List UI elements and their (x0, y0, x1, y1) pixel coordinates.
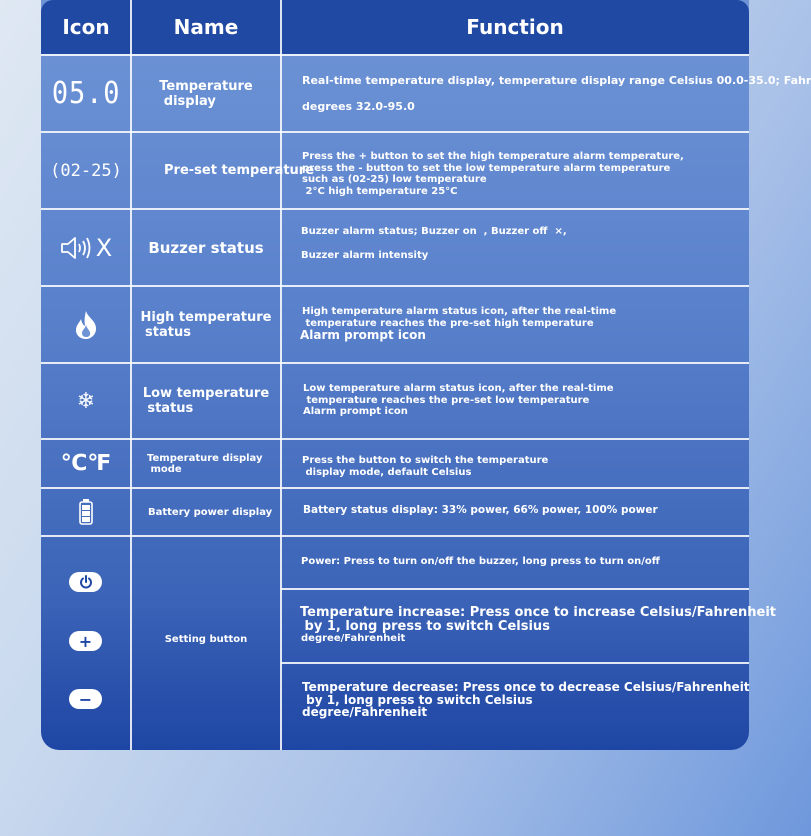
plus-button-icon[interactable] (69, 631, 102, 651)
celsius-fahrenheit-icon: ℃℉ (60, 451, 112, 476)
header-icon: Icon (62, 15, 110, 39)
row-divider (281, 588, 749, 590)
snowflake-icon: ❄ (76, 388, 96, 414)
row-function: Real-time temperature display, temperature display range Celsius 00.0-35.0; Fahr degrees 32.0-95.0 (302, 74, 811, 114)
table-row-icon (41, 56, 131, 131)
row-name: Low temperature status (142, 386, 270, 416)
table-header (41, 0, 749, 54)
row-name: Buzzer status (148, 238, 264, 257)
speaker-icon (60, 234, 94, 262)
row-function: High temperature alarm status icon, after the real-time temperature reaches the pre-set high temperature (302, 306, 617, 329)
battery-icon (79, 499, 93, 525)
row-function: Low temperature alarm status icon, after the real-time temperature reaches the pre-set low temperature Alarm prompt icon (303, 383, 614, 417)
row-function: Press the + button to set the high temperature alarm temperature, press the - button to set the low temperature alarm temperature such as (02-25) low temperature 2°C high temperature 25°C (302, 151, 684, 197)
row-function: Alarm prompt icon (300, 328, 426, 342)
header-name: Name (173, 15, 239, 39)
minus-button-icon[interactable] (69, 689, 102, 709)
row-function: Temperature decrease: Press once to decrease Celsius/Fahrenheit by 1, long press to switch Celsius degree/Fahrenheit (302, 680, 750, 720)
minus-icon: − (78, 689, 93, 709)
row-divider (281, 662, 749, 664)
row-name: Setting button (164, 634, 248, 645)
row-name: Temperature display (159, 78, 253, 109)
table-row-icon (41, 440, 131, 487)
function-table (41, 0, 811, 750)
row-function: Press the button to switch the temperature display mode, default Celsius (302, 455, 549, 478)
header-function: Function (466, 15, 564, 39)
plus-icon: + (78, 631, 93, 651)
power-button-icon[interactable] (69, 572, 102, 592)
digit-display-icon: 05.0 (51, 76, 121, 111)
table-row-icon (41, 364, 131, 438)
table-row-icon (41, 133, 131, 208)
table-row-icon (41, 210, 131, 285)
row-function: Buzzer alarm status; Buzzer on , Buzzer off ×, Buzzer alarm intensity (301, 226, 567, 261)
row-name: Battery power display (148, 506, 273, 518)
speaker-mute-icon: X (95, 233, 113, 262)
row-function: Power: Press to turn on/off the buzzer, long press to turn on/off (301, 556, 660, 567)
row-function: Temperature increase: Press once to increase Celsius/Fahrenheit by 1, long press to switch Celsius (300, 605, 777, 634)
flame-icon (73, 310, 99, 340)
table-row-icon (41, 489, 131, 535)
row-name: Pre-set temperature (164, 163, 315, 178)
row-function: Battery status display: 33% power, 66% power, 100% power (303, 504, 658, 516)
row-name: High temperature status (140, 309, 272, 340)
power-icon (79, 575, 93, 589)
preset-range-icon: (02-25) (50, 160, 122, 181)
row-function: degree/Fahrenheit (301, 633, 406, 644)
table-row-icon (41, 287, 131, 362)
row-name: Temperature display mode (147, 452, 263, 475)
